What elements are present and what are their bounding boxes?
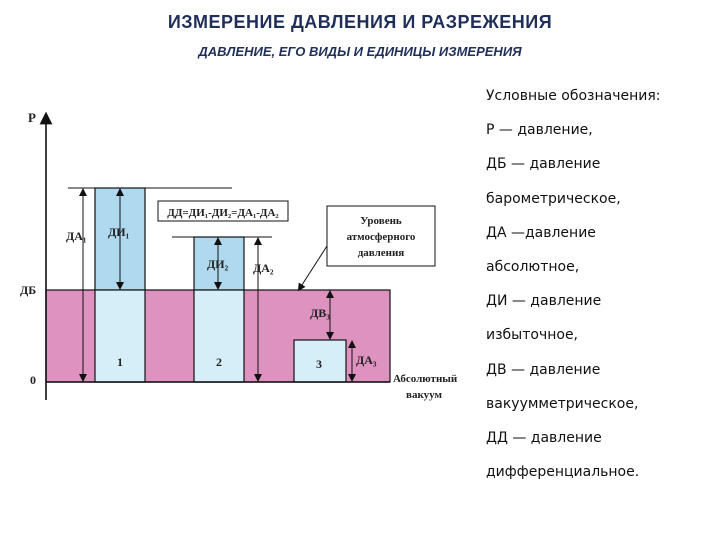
legend <box>486 86 712 496</box>
legend-line: ДД — давление <box>486 429 602 446</box>
legend-line: ДВ — давление <box>486 361 601 378</box>
page-title: ИЗМЕРЕНИЕ ДАВЛЕНИЯ И РАЗРЕЖЕНИЯ <box>167 12 553 32</box>
legend-line: дифференциальное. <box>486 464 640 481</box>
legend-line: Р — давление, <box>486 122 593 139</box>
vacuum-label-line2: вакуум <box>406 389 442 401</box>
legend-line: абсолютное, <box>486 258 580 275</box>
atm-leader-line <box>300 246 327 288</box>
legend-line: вакуумметрическое, <box>486 395 639 412</box>
legend-heading: Условные обозначения: <box>486 88 661 104</box>
axis-p-label: Р <box>28 110 36 125</box>
bar-1-number: 1 <box>117 355 123 369</box>
axis-db-label: ДБ <box>20 283 37 297</box>
atm-label-line3: давления <box>357 247 405 259</box>
vacuum-label-line1: Абсолютный <box>393 373 458 385</box>
atm-label-line2: атмосферного <box>346 231 416 243</box>
bar-3-number: 3 <box>316 357 322 371</box>
label-dv3: ДВ₃ <box>310 306 330 320</box>
legend-line: ДИ — давление <box>486 293 602 310</box>
legend-line: избыточное, <box>486 327 579 344</box>
label-da2: ДА₂ <box>253 261 274 275</box>
pressure-diagram <box>0 100 480 530</box>
label-di1: ДИ₁ <box>108 225 130 239</box>
legend-line: ДБ — давление <box>486 156 601 173</box>
atm-label-line1: Уровень <box>360 215 402 227</box>
legend-line: барометрическое, <box>486 190 621 207</box>
label-da1: ДА₁ <box>66 229 87 243</box>
axis-zero-label: 0 <box>30 373 36 387</box>
label-da3: ДА₃ <box>356 353 377 367</box>
page-subtitle: ДАВЛЕНИЕ, ЕГО ВИДЫ И ЕДИНИЦЫ ИЗМЕРЕНИЯ <box>198 44 522 59</box>
formula-text: ДД=ДИ₁-ДИ₂=ДА₁-ДА₂ <box>167 207 279 219</box>
bar-2-number: 2 <box>216 355 222 369</box>
label-di2: ДИ₂ <box>207 257 229 271</box>
legend-line: ДА —давление <box>486 224 596 241</box>
